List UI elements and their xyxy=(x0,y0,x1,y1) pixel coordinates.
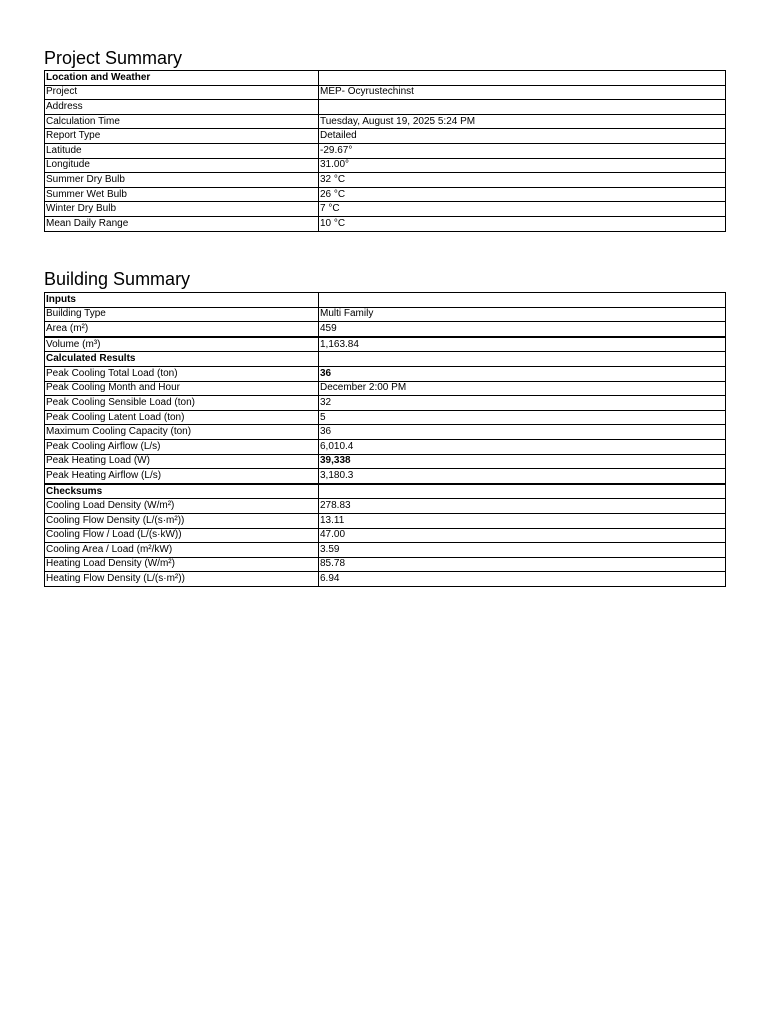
row-value: 85.78 xyxy=(319,557,726,572)
table-section-header-row xyxy=(45,484,726,499)
row-label: Calculated Results xyxy=(45,352,319,367)
row-label: Peak Heating Airflow (L/s) xyxy=(45,469,319,484)
row-label: Project xyxy=(45,85,319,100)
table-row xyxy=(45,322,726,337)
row-value: Tuesday, August 19, 2025 5:24 PM xyxy=(319,114,726,129)
row-value: 10 °C xyxy=(319,216,726,231)
row-label: Peak Cooling Month and Hour xyxy=(45,381,319,396)
table-row xyxy=(45,410,726,425)
row-label: Location and Weather xyxy=(45,71,319,86)
row-value: December 2:00 PM xyxy=(319,381,726,396)
row-label: Mean Daily Range xyxy=(45,216,319,231)
row-label: Cooling Load Density (W/m²) xyxy=(45,499,319,514)
row-value: 26 °C xyxy=(319,187,726,202)
row-value xyxy=(319,71,726,86)
row-label: Peak Cooling Latent Load (ton) xyxy=(45,410,319,425)
row-value: MEP- Ocyrustechinst xyxy=(319,85,726,100)
row-value: 278.83 xyxy=(319,499,726,514)
row-value: Detailed xyxy=(319,129,726,144)
table-row xyxy=(45,528,726,543)
row-label: Winter Dry Bulb xyxy=(45,202,319,217)
row-value xyxy=(319,352,726,367)
table-row xyxy=(45,114,726,129)
row-label: Heating Flow Density (L/(s·m²)) xyxy=(45,572,319,587)
row-label: Latitude xyxy=(45,143,319,158)
table-row xyxy=(45,129,726,144)
row-value: 459 xyxy=(319,322,726,337)
table-row xyxy=(45,173,726,188)
row-label: Cooling Flow / Load (L/(s·kW)) xyxy=(45,528,319,543)
row-label: Building Type xyxy=(45,307,319,322)
table-row xyxy=(45,396,726,411)
row-label: Maximum Cooling Capacity (ton) xyxy=(45,425,319,440)
building-summary-title: Building Summary xyxy=(44,269,191,289)
row-label: Cooling Area / Load (m²/kW) xyxy=(45,543,319,558)
row-label: Summer Dry Bulb xyxy=(45,173,319,188)
table-row xyxy=(45,499,726,514)
table-row xyxy=(45,469,726,484)
row-value: 32 xyxy=(319,396,726,411)
table-section-header-row xyxy=(45,71,726,86)
row-value: 36 xyxy=(319,425,726,440)
row-value: Multi Family xyxy=(319,307,726,322)
row-value: -29.67° xyxy=(319,143,726,158)
row-label: Peak Cooling Sensible Load (ton) xyxy=(45,396,319,411)
row-label: Address xyxy=(45,100,319,115)
row-value: 6.94 xyxy=(319,572,726,587)
row-value xyxy=(319,293,726,308)
table-row xyxy=(45,85,726,100)
row-label: Peak Cooling Airflow (L/s) xyxy=(45,439,319,454)
table-section-header-row xyxy=(45,293,726,308)
row-value: 36 xyxy=(319,366,726,381)
table-row xyxy=(45,100,726,115)
row-value xyxy=(319,100,726,115)
row-label: Cooling Flow Density (L/(s·m²)) xyxy=(45,513,319,528)
table-row xyxy=(45,425,726,440)
row-value: 6,010.4 xyxy=(319,439,726,454)
row-label: Inputs xyxy=(45,293,319,308)
row-value: 31.00° xyxy=(319,158,726,173)
row-label: Calculation Time xyxy=(45,114,319,129)
table-row xyxy=(45,454,726,469)
table-row xyxy=(45,216,726,231)
row-label: Summer Wet Bulb xyxy=(45,187,319,202)
table-row xyxy=(45,572,726,587)
row-value: 1,163.84 xyxy=(319,337,726,352)
table-row xyxy=(45,158,726,173)
project-summary-title: Project Summary xyxy=(44,48,183,68)
row-value: 47.00 xyxy=(319,528,726,543)
table-section-header-row xyxy=(45,352,726,367)
row-label: Peak Heating Load (W) xyxy=(45,454,319,469)
table-row xyxy=(45,381,726,396)
project-summary-table xyxy=(44,70,726,232)
row-label: Checksums xyxy=(45,484,319,499)
row-label: Area (m²) xyxy=(45,322,319,337)
building-summary-table xyxy=(44,292,726,587)
table-row xyxy=(45,143,726,158)
row-value: 5 xyxy=(319,410,726,425)
row-value: 13.11 xyxy=(319,513,726,528)
row-label: Volume (m³) xyxy=(45,337,319,352)
table-row xyxy=(45,439,726,454)
row-label: Peak Cooling Total Load (ton) xyxy=(45,366,319,381)
table-row xyxy=(45,337,726,352)
row-value xyxy=(319,484,726,499)
row-label: Heating Load Density (W/m²) xyxy=(45,557,319,572)
row-value: 39,338 xyxy=(319,454,726,469)
row-label: Report Type xyxy=(45,129,319,144)
row-value: 3.59 xyxy=(319,543,726,558)
table-row xyxy=(45,202,726,217)
table-row xyxy=(45,366,726,381)
table-row xyxy=(45,513,726,528)
table-row xyxy=(45,307,726,322)
table-row xyxy=(45,557,726,572)
row-value: 32 °C xyxy=(319,173,726,188)
row-value: 7 °C xyxy=(319,202,726,217)
table-row xyxy=(45,187,726,202)
row-value: 3,180.3 xyxy=(319,469,726,484)
table-row xyxy=(45,543,726,558)
row-label: Longitude xyxy=(45,158,319,173)
